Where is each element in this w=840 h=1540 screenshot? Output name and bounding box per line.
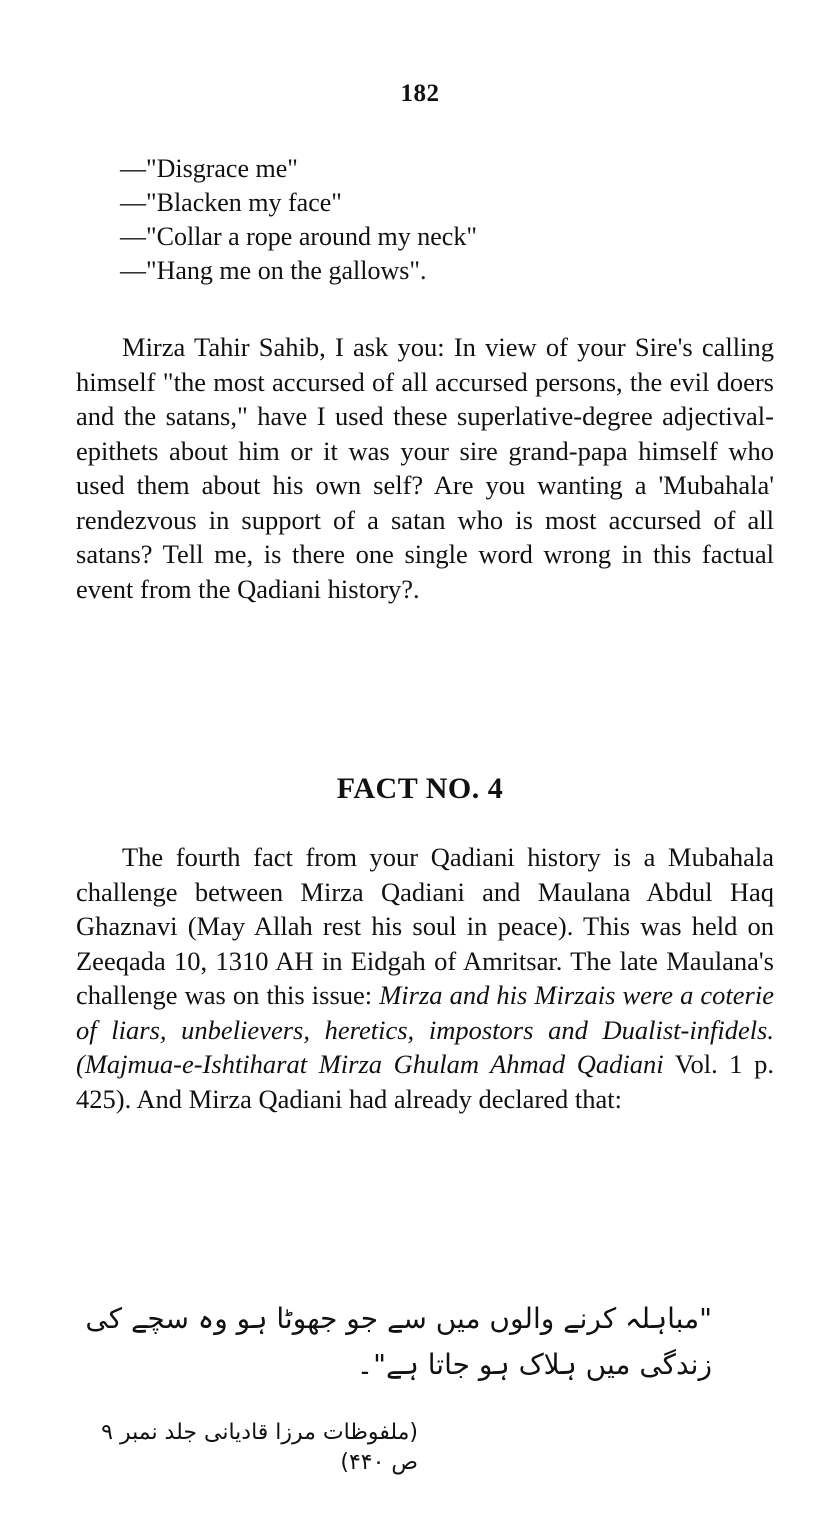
paragraph-italic-citation: Mirza and his Mirzais were a coterie of liars, unbelievers, heretics, impostors and Dualist-infidels. (Majmua-e-Ishtiharat Mirza Ghulam Ahmad Qadiani: [76, 980, 774, 1079]
quote-line: —"Disgrace me": [120, 154, 298, 183]
paragraph-question: Mirza Tahir Sahib, I ask you: In view of your Sire's calling himself "the most accursed of all accursed persons, the evil doers and the satans," have I used these superlative-degree adjectival-epithets about him or it was your sire grand-papa himself who used them about his own self? Are you wanting a 'Mubahala' rendezvous in support of a satan who is most accursed of all satans? Tell me, is there one single word wrong in this factual event from the Qadiani history?.: [76, 332, 774, 604]
page-number: 182: [400, 80, 440, 107]
quote-line: —"Blacken my face": [120, 188, 342, 217]
quote-line: —"Collar a rope around my neck": [120, 222, 477, 251]
paragraph-outro-text: Vol. 1 p. 425). And Mirza Qadiani had already declared that:: [76, 1049, 774, 1114]
urdu-quotation: "مباہلہ کرنے والوں میں سے جو جھوٹا ہو وہ سچے کی زندگی میں ہلاک ہو جاتا ہے"۔: [85, 1302, 712, 1381]
section-heading: FACT NO. 4: [336, 772, 504, 805]
quoted-phrases-list: [120, 152, 720, 288]
paragraph-intro-text: The fourth fact from your Qadiani history is a Mubahala challenge between Mirza Qadiani and Maulana Abdul Haq Ghaznavi (May Allah rest his soul in peace). This was held on Zeeqada 10, 1310 AH in Eidgah of Amritsar. The late Maulana's challenge was on this issue:: [76, 842, 774, 1010]
quote-line: —"Hang me on the gallows".: [120, 256, 427, 285]
paragraph-fact-four: [76, 840, 774, 1116]
urdu-reference: (ملفوظات مرزا قادیانی جلد نمبر ۹ ص ۴۴۰): [101, 1420, 418, 1475]
